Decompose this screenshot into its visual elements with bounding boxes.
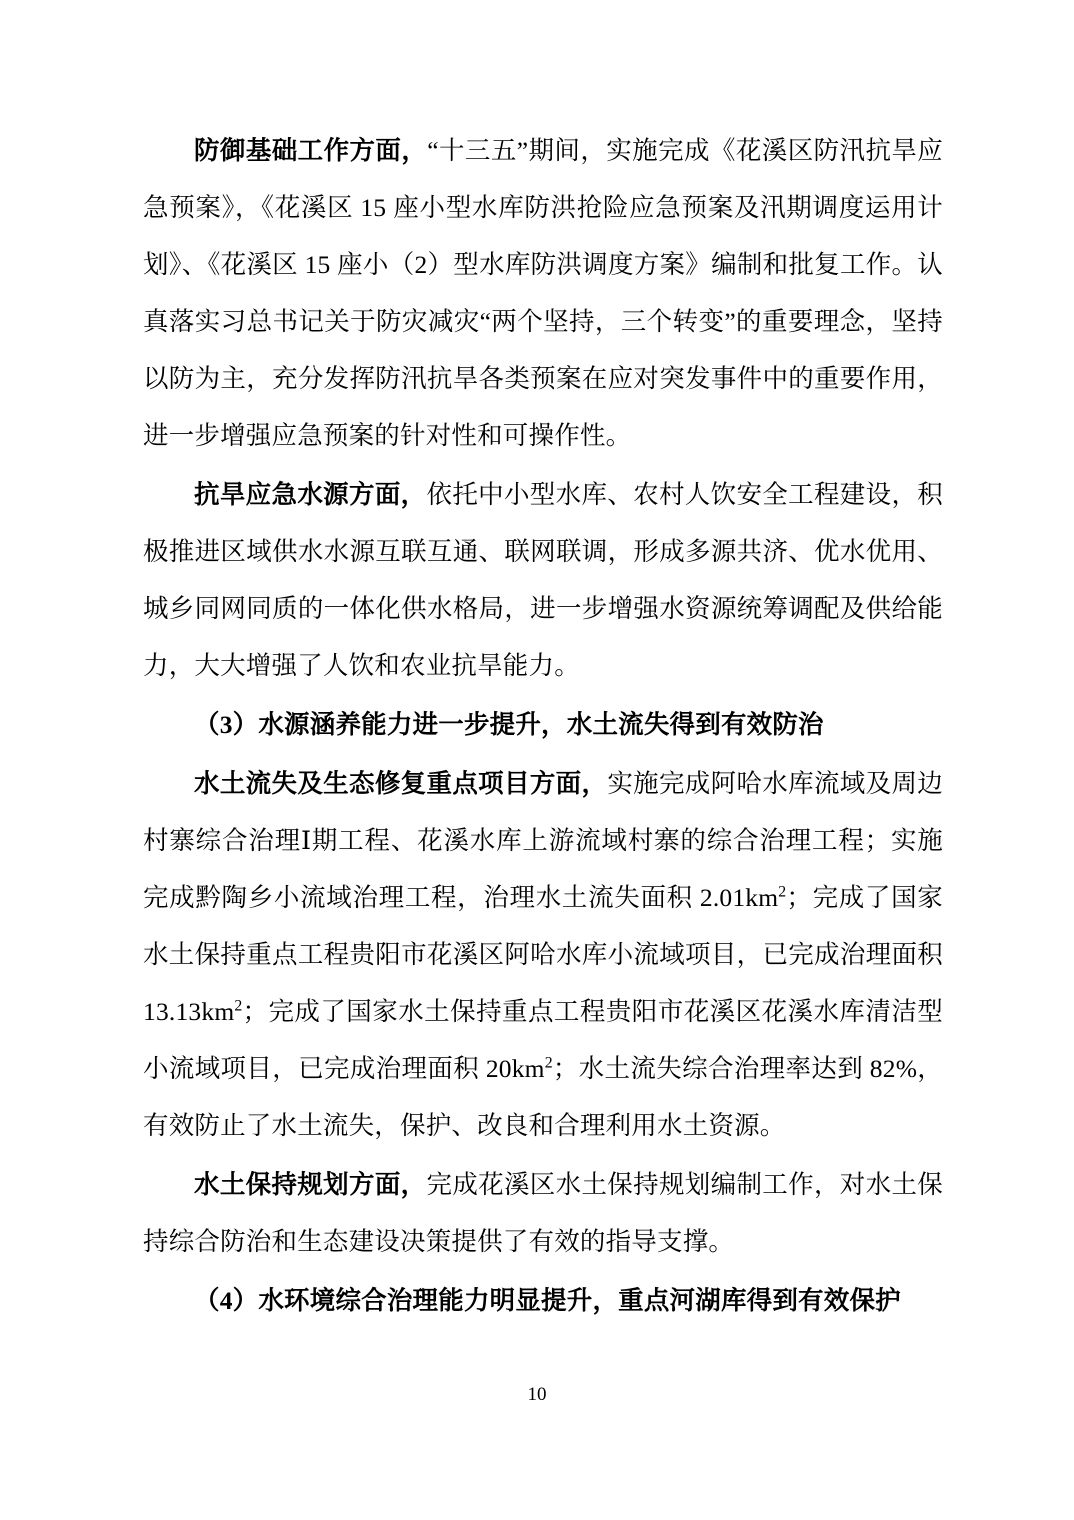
superscript-unit-3: 2 bbox=[544, 1054, 553, 1072]
paragraph-soil-erosion bbox=[143, 755, 943, 1154]
section-heading-3: （3）水源涵养能力进一步提升，水土流失得到有效防治 bbox=[194, 710, 824, 739]
section-heading-4: （4）水环境综合治理能力明显提升，重点河湖库得到有效保护 bbox=[194, 1286, 901, 1315]
superscript-unit-2: 2 bbox=[234, 997, 243, 1015]
paragraph-defense-basics bbox=[143, 122, 943, 464]
paragraph-text: 完成花溪区水土保持规划编制工作，对水土保持综合防治和生态建设决策提供了有效的指导支撑。 bbox=[143, 1170, 943, 1256]
paragraph-text: “十三五”期间，实施完成《花溪区防汛抗旱应急预案》，《花溪区 15 座小型水库防洪抢险应急预案及汛期调度运用计划》、《花溪区 15 座小（2）型水库防洪调度方案》编制和批复工作。认真落实习总书记关于防灾减灾“两个坚持，三个转变”的重要理念，坚持以防为主，充分发挥防汛抗旱各类预案在应对突发事件中的重要作用，进一步增强应急预案的针对性和可操作性。 bbox=[143, 136, 943, 450]
paragraph-lead: 水土保持规划方面， bbox=[194, 1170, 427, 1199]
paragraph-lead: 防御基础工作方面， bbox=[194, 136, 428, 165]
paragraph-text-2: ；完成了国家水土保持重点工程贵阳市花溪区阿哈水库小流域项目，已完成治理面积 13.13km bbox=[143, 883, 943, 1026]
page-body bbox=[143, 122, 943, 1331]
paragraph-lead: 水土流失及生态修复重点项目方面， bbox=[194, 769, 608, 798]
superscript-unit-1: 2 bbox=[778, 883, 787, 901]
paragraph-text-4: ；水土流失综合治理率达到 82%，有效防止了水土流失，保护、改良和合理利用水土资源。 bbox=[143, 1054, 943, 1140]
paragraph-text-1: 实施完成阿哈水库流域及周边村寨综合治理Ⅰ期工程、花溪水库上游流域村寨的综合治理工程；实施完成黔陶乡小流域治理工程，治理水土流失面积 2.01km bbox=[143, 769, 943, 912]
page-number: 10 bbox=[527, 1384, 547, 1405]
paragraph-drought-water-source bbox=[143, 466, 943, 694]
paragraph-text-3: ；完成了国家水土保持重点工程贵阳市花溪区花溪水库清洁型小流域项目，已完成治理面积 20km bbox=[143, 997, 943, 1083]
paragraph-lead: 抗旱应急水源方面， bbox=[194, 480, 427, 509]
paragraph-soil-conservation-plan bbox=[143, 1156, 943, 1270]
paragraph-text: 依托中小型水库、农村人饮安全工程建设，积极推进区域供水水源互联互通、联网联调，形成多源共济、优水优用、城乡同网同质的一体化供水格局，进一步增强水资源统筹调配及供给能力，大大增强了人饮和农业抗旱能力。 bbox=[143, 480, 943, 680]
